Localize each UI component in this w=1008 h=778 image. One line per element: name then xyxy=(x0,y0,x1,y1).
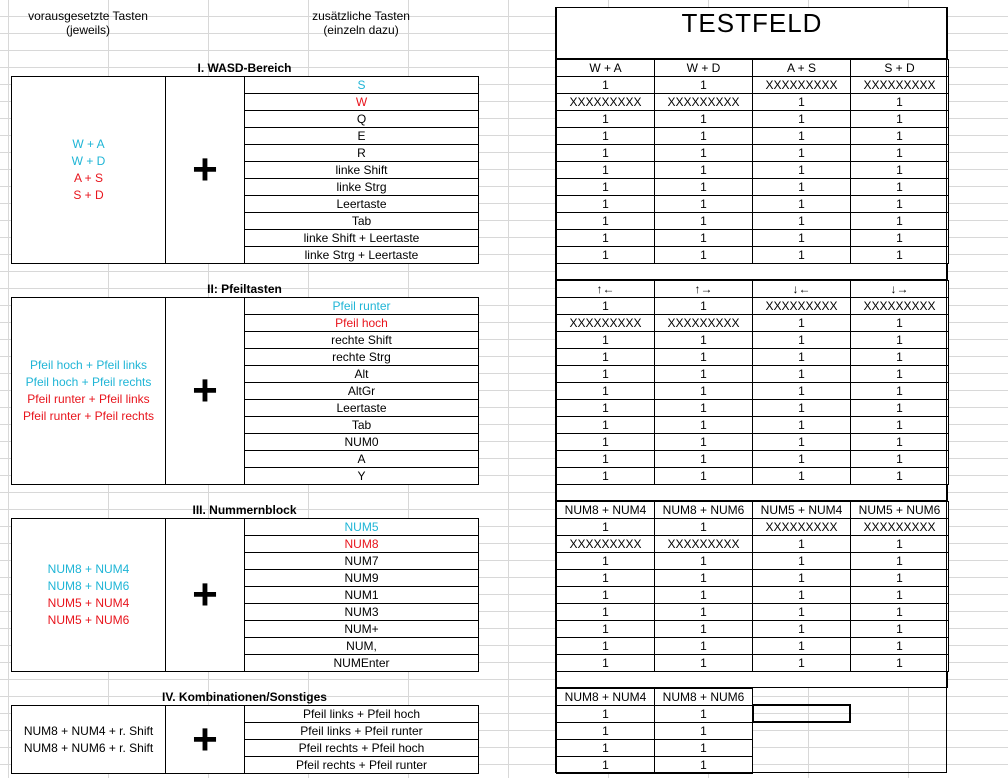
test-value-cell[interactable]: 1 xyxy=(556,569,655,587)
test-value-cell[interactable]: 1 xyxy=(654,586,753,604)
test-value-cell[interactable]: XXXXXXXXX xyxy=(654,314,753,332)
extra-key-cell[interactable]: Pfeil hoch xyxy=(244,314,479,332)
test-value-cell[interactable]: 1 xyxy=(850,161,949,179)
extra-key-cell[interactable]: rechte Shift xyxy=(244,331,479,349)
test-value-cell[interactable]: 1 xyxy=(654,110,753,128)
prereq-key-combo: NUM8 + NUM4 + r. Shift xyxy=(23,723,154,738)
test-value-cell[interactable]: 1 xyxy=(556,654,655,672)
test-value-cell[interactable]: 1 xyxy=(556,110,655,128)
test-value-cell[interactable]: 1 xyxy=(850,229,949,247)
test-value-cell[interactable]: 1 xyxy=(556,331,655,349)
plus-symbol[interactable]: + xyxy=(165,705,245,774)
extra-keys-header-line1: zusätzliche Tasten xyxy=(312,9,410,23)
test-value-cell[interactable]: XXXXXXXXX xyxy=(752,297,851,315)
section-title[interactable]: IV. Kombinationen/Sonstiges xyxy=(162,689,327,704)
extra-key-cell[interactable]: Pfeil runter xyxy=(244,297,479,315)
test-value-cell[interactable]: 1 xyxy=(654,637,753,655)
test-value-cell[interactable]: 1 xyxy=(752,110,851,128)
testfeld-bottom-border xyxy=(555,772,947,773)
test-value-cell[interactable]: 1 xyxy=(752,382,851,400)
prereq-header-line2: (jeweils) xyxy=(65,23,110,37)
plus-symbol[interactable]: + xyxy=(165,297,245,485)
test-value-cell[interactable]: 1 xyxy=(556,603,655,621)
test-value-cell[interactable]: 1 xyxy=(850,637,949,655)
prereq-key-combo: NUM5 + NUM6 xyxy=(47,613,130,627)
plus-symbol[interactable]: + xyxy=(165,76,245,264)
test-column-header[interactable]: NUM8 + NUM4 xyxy=(556,688,655,706)
testfeld-outer-border xyxy=(946,7,947,59)
test-value-cell[interactable]: 1 xyxy=(556,76,655,94)
test-value-cell[interactable]: 1 xyxy=(850,433,949,451)
test-value-cell[interactable]: 1 xyxy=(654,127,753,145)
test-value-cell[interactable]: 1 xyxy=(556,586,655,604)
prereq-key-combo: A + S xyxy=(73,171,104,185)
extra-key-cell[interactable]: NUM8 xyxy=(244,535,479,553)
extra-keys-header[interactable] xyxy=(244,6,478,40)
test-value-cell[interactable]: 1 xyxy=(752,314,851,332)
test-value-cell[interactable]: XXXXXXXXX xyxy=(850,297,949,315)
test-value-cell[interactable]: 1 xyxy=(850,110,949,128)
test-value-cell[interactable]: 1 xyxy=(752,127,851,145)
test-value-cell[interactable]: 1 xyxy=(654,331,753,349)
test-value-cell[interactable]: 1 xyxy=(556,382,655,400)
test-value-cell[interactable]: 1 xyxy=(556,399,655,417)
test-value-cell[interactable]: 1 xyxy=(752,348,851,366)
test-separator[interactable] xyxy=(556,484,948,501)
test-column-header[interactable]: W + D xyxy=(654,59,753,77)
prereq-keys-block[interactable] xyxy=(11,705,166,774)
test-value-cell[interactable]: XXXXXXXXX xyxy=(654,535,753,553)
test-value-cell[interactable]: 1 xyxy=(654,467,753,485)
test-value-cell[interactable]: 1 xyxy=(556,229,655,247)
extra-key-cell[interactable]: Pfeil links + Pfeil hoch xyxy=(244,705,479,723)
section-title[interactable]: III. Nummernblock xyxy=(192,502,297,517)
test-value-cell[interactable]: 1 xyxy=(752,654,851,672)
test-column-header[interactable]: S + D xyxy=(850,59,949,77)
test-value-cell[interactable]: 1 xyxy=(654,178,753,196)
test-value-cell[interactable]: 1 xyxy=(654,756,753,774)
test-value-cell[interactable]: 1 xyxy=(752,212,851,230)
test-value-cell[interactable]: 1 xyxy=(752,331,851,349)
extra-key-cell[interactable]: Leertaste xyxy=(244,195,479,213)
test-value-cell[interactable]: 1 xyxy=(850,654,949,672)
test-value-cell[interactable]: 1 xyxy=(556,297,655,315)
test-value-cell[interactable]: 1 xyxy=(850,416,949,434)
extra-key-cell[interactable]: NUM1 xyxy=(244,586,479,604)
test-column-header[interactable]: ↓→ xyxy=(850,280,949,298)
prereq-key-combo: S + D xyxy=(73,188,104,202)
prereq-header-line1: vorausgesetzte Tasten xyxy=(28,9,148,23)
section-title[interactable]: II: Pfeiltasten xyxy=(207,281,282,296)
extra-key-cell[interactable]: NUM7 xyxy=(244,552,479,570)
test-value-cell[interactable]: 1 xyxy=(556,433,655,451)
test-column-header[interactable]: ↑← xyxy=(556,280,655,298)
prereq-header[interactable] xyxy=(11,6,165,40)
test-value-cell[interactable]: 1 xyxy=(556,705,655,723)
test-value-cell[interactable]: 1 xyxy=(556,467,655,485)
test-value-cell[interactable]: 1 xyxy=(850,620,949,638)
test-value-cell[interactable]: 1 xyxy=(654,416,753,434)
test-value-cell[interactable]: 1 xyxy=(752,416,851,434)
test-separator[interactable] xyxy=(556,263,948,280)
test-column-header[interactable]: ↓← xyxy=(752,280,851,298)
testfeld-right-border xyxy=(946,59,947,773)
extra-key-cell[interactable]: Pfeil rechts + Pfeil runter xyxy=(244,756,479,774)
section-title[interactable]: I. WASD-Bereich xyxy=(197,60,292,75)
test-value-cell[interactable]: 1 xyxy=(850,314,949,332)
test-value-cell[interactable]: 1 xyxy=(654,705,753,723)
test-value-cell[interactable]: 1 xyxy=(850,382,949,400)
test-separator[interactable] xyxy=(556,671,948,688)
test-value-cell[interactable]: 1 xyxy=(654,450,753,468)
test-value-cell[interactable]: 1 xyxy=(752,365,851,383)
test-value-cell[interactable]: 1 xyxy=(654,603,753,621)
test-value-cell[interactable]: 1 xyxy=(654,76,753,94)
extra-key-cell[interactable]: Y xyxy=(244,467,479,485)
extra-key-cell[interactable]: linke Shift + Leertaste xyxy=(244,229,479,247)
extra-key-cell[interactable]: NUM9 xyxy=(244,569,479,587)
test-value-cell[interactable]: 1 xyxy=(556,722,655,740)
test-value-cell[interactable]: 1 xyxy=(556,195,655,213)
test-value-cell[interactable]: XXXXXXXXX xyxy=(556,93,655,111)
extra-key-cell[interactable]: A xyxy=(244,450,479,468)
extra-key-cell[interactable]: E xyxy=(244,127,479,145)
test-value-cell[interactable]: 1 xyxy=(556,756,655,774)
prereq-key-combo: NUM5 + NUM4 xyxy=(47,596,130,610)
test-value-cell[interactable]: XXXXXXXXX xyxy=(752,518,851,536)
extra-key-cell[interactable]: Leertaste xyxy=(244,399,479,417)
test-value-cell[interactable]: 1 xyxy=(850,212,949,230)
test-column-header[interactable]: NUM8 + NUM6 xyxy=(654,501,753,519)
extra-key-cell[interactable]: NUM3 xyxy=(244,603,479,621)
extra-key-cell[interactable]: Tab xyxy=(244,212,479,230)
extra-key-cell[interactable]: AltGr xyxy=(244,382,479,400)
test-value-cell[interactable]: XXXXXXXXX xyxy=(752,76,851,94)
test-value-cell[interactable]: 1 xyxy=(752,229,851,247)
test-value-cell[interactable]: 1 xyxy=(654,161,753,179)
test-value-cell[interactable]: 1 xyxy=(752,450,851,468)
extra-key-cell[interactable]: R xyxy=(244,144,479,162)
test-column-header[interactable]: A + S xyxy=(752,59,851,77)
test-value-cell[interactable]: 1 xyxy=(752,467,851,485)
testfeld-left-border xyxy=(555,7,556,773)
test-value-cell[interactable]: 1 xyxy=(850,93,949,111)
plus-symbol[interactable]: + xyxy=(165,518,245,672)
test-value-cell[interactable]: 1 xyxy=(752,433,851,451)
test-value-cell[interactable]: 1 xyxy=(556,348,655,366)
test-value-cell[interactable]: 1 xyxy=(654,569,753,587)
test-value-cell[interactable]: 1 xyxy=(556,620,655,638)
test-value-cell[interactable]: XXXXXXXXX xyxy=(850,76,949,94)
test-value-cell[interactable]: 1 xyxy=(556,212,655,230)
test-value-cell[interactable]: 1 xyxy=(556,739,655,757)
prereq-key-combo: NUM8 + NUM4 xyxy=(47,562,130,576)
extra-key-cell[interactable]: W xyxy=(244,93,479,111)
extra-key-cell[interactable]: Pfeil rechts + Pfeil hoch xyxy=(244,739,479,757)
test-column-header[interactable]: ↑→ xyxy=(654,280,753,298)
test-value-cell[interactable]: 1 xyxy=(850,467,949,485)
test-value-cell[interactable]: 1 xyxy=(752,586,851,604)
test-value-cell[interactable]: 1 xyxy=(556,552,655,570)
test-value-cell[interactable]: 1 xyxy=(752,569,851,587)
test-column-header[interactable]: W + A xyxy=(556,59,655,77)
test-value-cell[interactable]: 1 xyxy=(850,535,949,553)
test-value-cell[interactable]: 1 xyxy=(556,246,655,264)
test-column-header[interactable]: NUM5 + NUM4 xyxy=(752,501,851,519)
extra-key-cell[interactable]: Tab xyxy=(244,416,479,434)
test-value-cell[interactable]: 1 xyxy=(850,569,949,587)
test-value-cell[interactable]: 1 xyxy=(654,433,753,451)
test-value-cell[interactable]: 1 xyxy=(654,518,753,536)
extra-key-cell[interactable]: NUMEnter xyxy=(244,654,479,672)
test-value-cell[interactable]: 1 xyxy=(556,637,655,655)
testfeld-title[interactable]: TESTFELD xyxy=(556,7,948,59)
test-value-cell[interactable]: 1 xyxy=(654,399,753,417)
prereq-key-combo: Pfeil hoch + Pfeil rechts xyxy=(25,375,152,389)
test-value-cell[interactable]: 1 xyxy=(556,161,655,179)
test-value-cell[interactable]: 1 xyxy=(654,365,753,383)
prereq-key-combo: Pfeil hoch + Pfeil links xyxy=(29,358,148,372)
test-value-cell[interactable]: 1 xyxy=(752,399,851,417)
extra-key-cell[interactable]: Alt xyxy=(244,365,479,383)
test-value-cell[interactable]: 1 xyxy=(752,603,851,621)
test-value-cell[interactable]: 1 xyxy=(752,144,851,162)
test-value-cell[interactable]: 1 xyxy=(556,518,655,536)
extra-key-cell[interactable]: linke Strg xyxy=(244,178,479,196)
test-value-cell[interactable]: 1 xyxy=(850,195,949,213)
extra-key-cell[interactable]: NUM5 xyxy=(244,518,479,536)
test-value-cell[interactable]: 1 xyxy=(556,178,655,196)
test-column-header[interactable]: NUM8 + NUM4 xyxy=(556,501,655,519)
test-value-cell[interactable]: 1 xyxy=(654,297,753,315)
extra-key-cell[interactable]: NUM+ xyxy=(244,620,479,638)
prereq-keys-block[interactable] xyxy=(11,297,166,485)
test-value-cell[interactable]: 1 xyxy=(850,144,949,162)
extra-key-cell[interactable]: NUM0 xyxy=(244,433,479,451)
test-value-cell[interactable]: 1 xyxy=(752,195,851,213)
test-value-cell[interactable]: 1 xyxy=(850,127,949,145)
test-value-cell[interactable]: 1 xyxy=(654,144,753,162)
test-value-cell[interactable]: 1 xyxy=(850,348,949,366)
test-value-cell[interactable]: 1 xyxy=(556,365,655,383)
test-value-cell[interactable]: 1 xyxy=(654,246,753,264)
test-value-cell[interactable]: 1 xyxy=(654,552,753,570)
extra-key-cell[interactable]: linke Shift xyxy=(244,161,479,179)
prereq-key-combo: Pfeil runter + Pfeil links xyxy=(27,392,150,406)
extra-key-cell[interactable]: S xyxy=(244,76,479,94)
extra-key-cell[interactable]: rechte Strg xyxy=(244,348,479,366)
test-value-cell[interactable]: 1 xyxy=(654,739,753,757)
prereq-key-combo: Pfeil runter + Pfeil rechts xyxy=(22,409,155,423)
test-value-cell[interactable]: 1 xyxy=(752,620,851,638)
test-value-cell[interactable]: 1 xyxy=(752,246,851,264)
test-value-cell[interactable]: 1 xyxy=(752,161,851,179)
test-value-cell[interactable]: 1 xyxy=(850,552,949,570)
test-value-cell[interactable]: 1 xyxy=(850,603,949,621)
extra-key-cell[interactable]: linke Strg + Leertaste xyxy=(244,246,479,264)
test-value-cell[interactable]: 1 xyxy=(654,722,753,740)
test-value-cell[interactable]: 1 xyxy=(850,450,949,468)
test-value-cell[interactable]: XXXXXXXXX xyxy=(654,93,753,111)
test-value-cell[interactable]: 1 xyxy=(850,399,949,417)
test-column-header[interactable]: NUM8 + NUM6 xyxy=(654,688,753,706)
test-value-cell[interactable]: 1 xyxy=(752,178,851,196)
prereq-key-combo: W + D xyxy=(71,154,106,168)
test-value-cell[interactable]: 1 xyxy=(556,416,655,434)
test-value-cell[interactable]: XXXXXXXXX xyxy=(850,518,949,536)
test-value-cell[interactable]: 1 xyxy=(556,144,655,162)
test-value-cell[interactable]: 1 xyxy=(752,535,851,553)
test-value-cell[interactable]: 1 xyxy=(850,331,949,349)
prereq-key-combo: NUM8 + NUM6 xyxy=(47,579,130,593)
extra-key-cell[interactable]: Pfeil links + Pfeil runter xyxy=(244,722,479,740)
test-value-cell[interactable]: 1 xyxy=(752,93,851,111)
test-value-cell[interactable]: 1 xyxy=(654,620,753,638)
test-value-cell[interactable]: 1 xyxy=(654,195,753,213)
test-value-cell[interactable]: 1 xyxy=(850,365,949,383)
prereq-key-combo: NUM8 + NUM6 + r. Shift xyxy=(23,740,154,755)
test-column-header[interactable]: NUM5 + NUM6 xyxy=(850,501,949,519)
test-value-cell[interactable]: 1 xyxy=(850,246,949,264)
test-value-cell[interactable]: 1 xyxy=(654,229,753,247)
test-value-cell[interactable]: 1 xyxy=(654,654,753,672)
test-value-cell[interactable]: 1 xyxy=(850,586,949,604)
test-value-cell[interactable]: 1 xyxy=(654,212,753,230)
extra-keys-header-line2: (einzeln dazu) xyxy=(323,23,399,37)
test-value-cell[interactable]: XXXXXXXXX xyxy=(556,535,655,553)
test-value-cell[interactable]: 1 xyxy=(654,382,753,400)
selected-cell[interactable] xyxy=(752,704,851,723)
test-value-cell[interactable]: 1 xyxy=(556,127,655,145)
extra-key-cell[interactable]: NUM, xyxy=(244,637,479,655)
test-value-cell[interactable]: 1 xyxy=(654,348,753,366)
extra-key-cell[interactable]: Q xyxy=(244,110,479,128)
prereq-key-combo: W + A xyxy=(72,137,105,151)
test-value-cell[interactable]: 1 xyxy=(752,552,851,570)
test-value-cell[interactable]: XXXXXXXXX xyxy=(556,314,655,332)
test-value-cell[interactable]: 1 xyxy=(752,637,851,655)
prereq-keys-block[interactable] xyxy=(11,76,166,264)
prereq-keys-block[interactable] xyxy=(11,518,166,672)
test-value-cell[interactable]: 1 xyxy=(850,178,949,196)
test-value-cell[interactable]: 1 xyxy=(556,450,655,468)
